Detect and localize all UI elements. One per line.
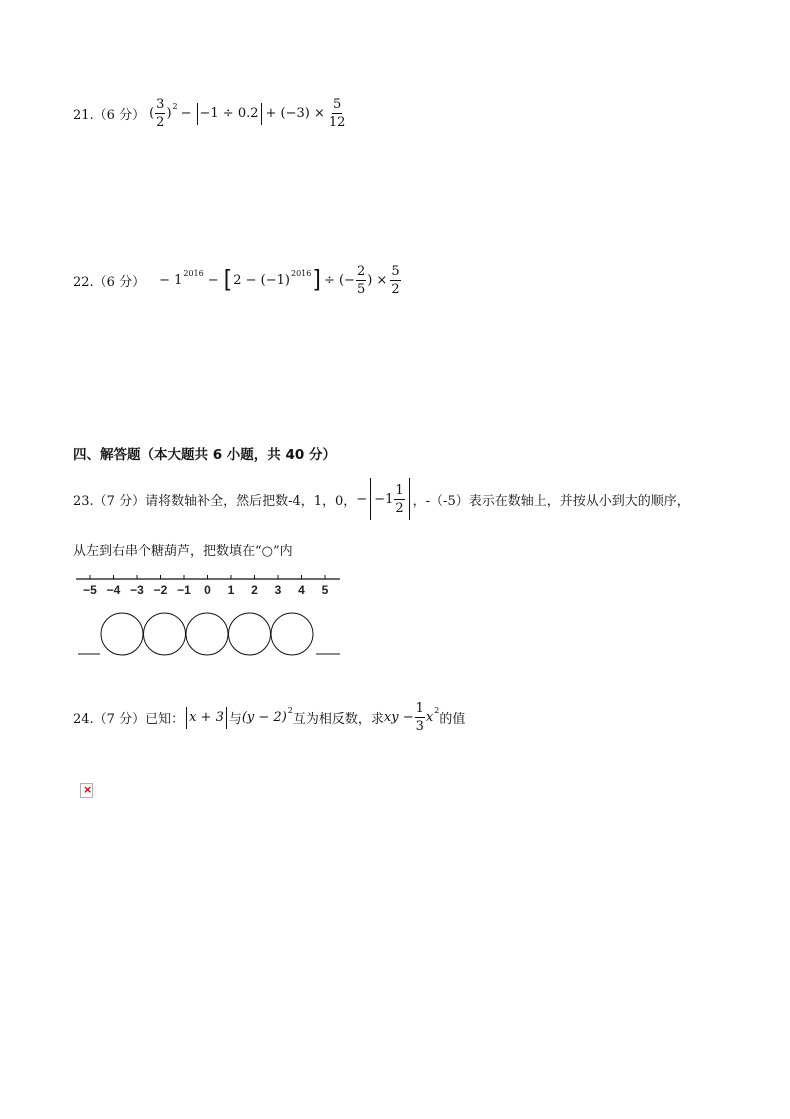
q22-fraction: $\frac{2}{5}$ — [356, 264, 366, 297]
axis-tick-label: −2 — [153, 583, 168, 597]
q22-label: 22.（6 分） — [73, 275, 146, 290]
question-23: 23.（7 分） 请将数轴补全，然后把数-4，1，0， − −1 $\frac{1}{2}$ ，-（-5）表示在数轴上，并按从小到大的顺序， — [73, 478, 690, 520]
q22-fraction-2: $\frac{5}{2}$ — [391, 264, 400, 297]
answer-circle[interactable] — [271, 613, 313, 655]
axis-tick-label: 4 — [298, 583, 305, 597]
q21-fraction: $\frac{3}{2}$ — [156, 97, 165, 130]
axis-tick-label: 0 — [204, 583, 211, 597]
q21-label: 21.（6 分） — [73, 108, 146, 123]
answer-circle[interactable] — [186, 613, 228, 655]
q23-text-after: ，-（-5）表示在数轴上，并按从小到大的顺序， — [412, 493, 690, 509]
axis-tick-label: −3 — [130, 583, 144, 597]
question-22: 22.（6 分） − 1 2016 − [ 2 − (−1) 2016 ] ÷ (− $\frac{2}{5}$ ) × $\frac{5}{2}$ — [73, 264, 400, 297]
answer-circle[interactable] — [229, 613, 271, 655]
axis-tick-label: −5 — [83, 583, 97, 597]
q23-mixed-fraction: $\frac{1}{2}$ — [395, 482, 404, 516]
broken-image-icon: × — [80, 783, 93, 798]
q24-fraction: $\frac{1}{3}$ — [415, 701, 424, 734]
q21-abs-expression: −1 ÷ 0.2 — [199, 106, 259, 121]
section-heading: 四、解答题（本大题共 6 小题，共 40 分） — [73, 447, 336, 463]
axis-tick-label: −4 — [106, 583, 121, 597]
q23-label: 23.（7 分） — [73, 493, 146, 509]
answer-circle[interactable] — [144, 613, 186, 655]
q23-text-before: 请将数轴补全，然后把数-4，1，0， — [145, 493, 357, 509]
q23-line2: 从左到右串个糖葫芦，把数填在“○”内 — [73, 544, 293, 559]
question-24: 24.（7 分）已知： x + 3 与 (y − 2) 2 互为相反数，求 xy − $\frac{1}{3}$ x 2 的值 — [73, 701, 466, 734]
q24-label: 24.（7 分）已知： — [73, 712, 185, 727]
question-21: 21.（6 分） ( $\frac{3}{2}$ ) 2 − −1 ÷ 0.2 + (−3) × $\frac{5}{12}$ — [73, 97, 346, 130]
axis-tick-label: 1 — [227, 583, 235, 597]
axis-tick-label: 3 — [274, 583, 282, 597]
axis-tick-label: 2 — [251, 583, 258, 597]
axis-tick-label: 5 — [321, 583, 329, 597]
q21-fraction-2: $\frac{5}{12}$ — [328, 97, 346, 130]
axis-tick-label: −1 — [177, 583, 191, 597]
number-line-figure — [70, 572, 350, 664]
answer-circle[interactable] — [101, 613, 143, 655]
